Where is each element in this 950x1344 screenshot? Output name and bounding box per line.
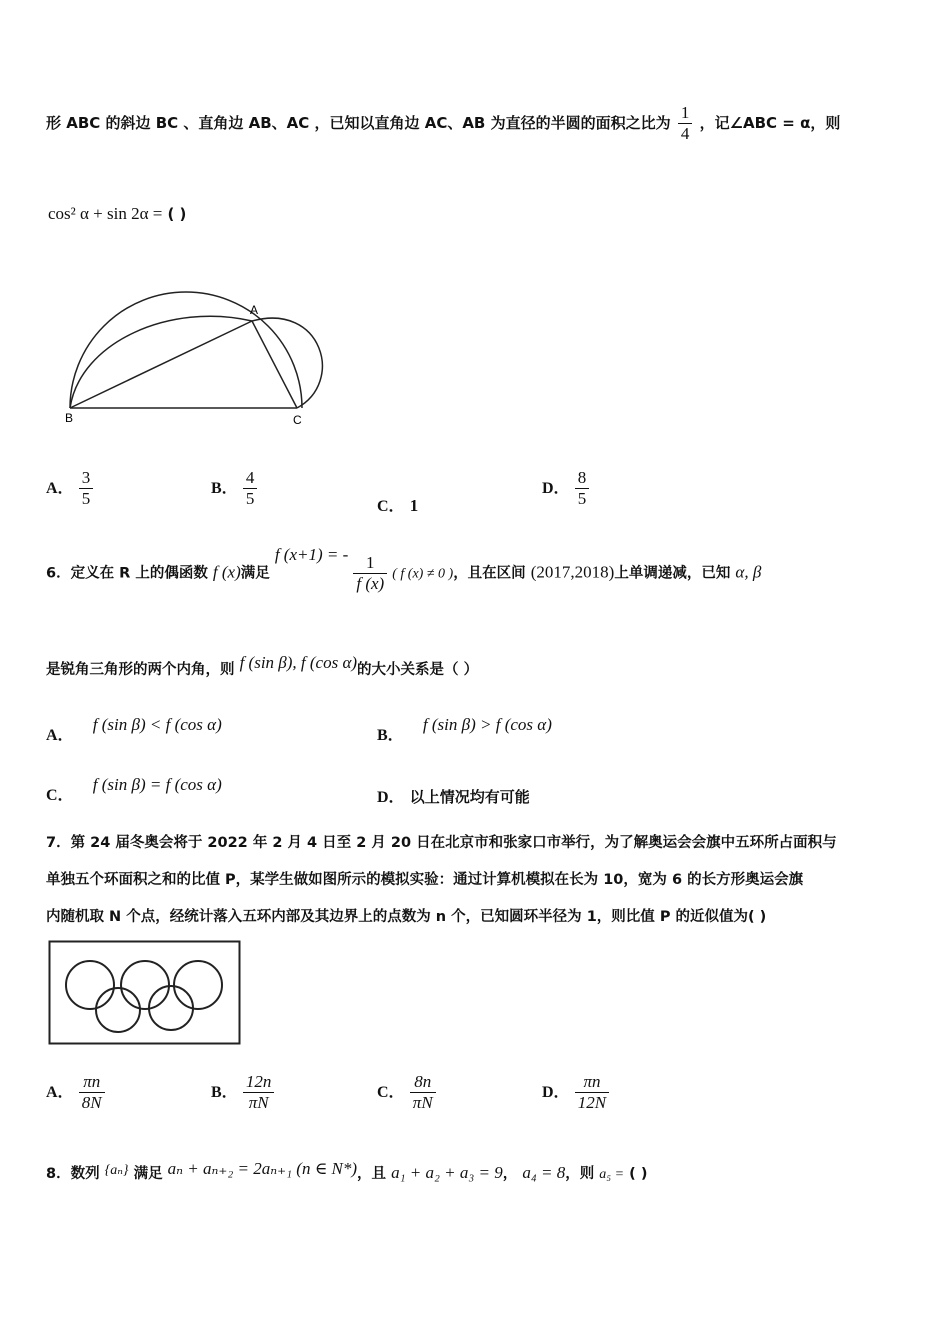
q8-line [46,1159,648,1183]
q6-line2-b: 的大小关系是（ ） [357,662,479,678]
q7-option-b-num: 12n [245,1072,272,1091]
q6-option-d[interactable] [377,784,530,807]
q7-option-d-label: D． [542,1084,570,1101]
q6-text4: 上单调递减，已知 [614,565,731,582]
q6-cond: ( f (x) ≠ 0 ) [392,566,454,582]
q5-option-b-num: 4 [245,468,255,487]
q6-line2-a: 是锐角三角形的两个内角，则 [46,662,235,678]
q5-ratio-den: 4 [678,123,693,144]
q5-option-b-den: 5 [243,488,258,509]
q5-option-a-num: 3 [81,468,91,487]
q8-seq: {aₙ} [104,1163,129,1178]
q6-eq-left: f (x+1) = - [274,545,349,564]
q6-text1: 定义在 R 上的偶函数 [70,565,208,582]
q8-text1: 数列 [70,1166,100,1182]
q7-line2: 单独五个环面积之和的比值 P，某学生做如图所示的模拟实验：通过计算机模拟在长为 10，宽为 6 的长方形奥运会旗 [46,872,804,888]
q5-ratio-fraction [678,103,693,144]
q7-option-c[interactable] [377,1072,436,1113]
q7-option-d-frac [575,1072,609,1113]
q6-option-a[interactable] [46,712,222,744]
q8-recurrence: aₙ + aₙ₊₂ = 2aₙ₊₁ (n ∈ N*) [167,1159,358,1178]
q7-option-a[interactable] [46,1072,105,1113]
q5-option-d-frac [575,468,590,509]
q5-text-after: ，记∠ABC = α，则 [699,114,841,132]
q7-line1: 7．第 24 届冬奥会将于 2022 年 2 月 4 日至 2 月 20 日在北京市和张家口市举行，为了解奥运会会旗中五环所占面积与 [46,835,837,851]
q6-option-d-label: D． [377,789,405,806]
q5-blank: ( ) [167,205,187,223]
q6-eq-fraction [353,553,387,594]
q5-option-a-frac [79,468,94,509]
q5-option-a-den: 5 [79,488,94,509]
q5-ratio-num: 1 [680,103,690,122]
q5-option-d[interactable] [542,468,589,509]
q7-olympic-flag-figure [48,940,242,1046]
q7-option-c-den: πN [410,1092,436,1113]
q7-option-c-num: 8n [414,1072,432,1091]
q7-option-d[interactable] [542,1072,609,1113]
q7-option-d-den: 12N [575,1092,609,1113]
q7-option-d-num: πn [583,1072,601,1091]
q8-sep: ， [502,1166,518,1182]
q5-text-before: 形 ABC 的斜边 BC 、直角边 AB、AC ，已知以直角边 AC、AB 为直径的半圆的面积之比为 [46,114,671,132]
q5-option-d-label: D． [542,480,570,497]
q6-text3: ，且在区间 [453,565,526,582]
q5-option-d-den: 5 [575,488,590,509]
q5-option-a-label: A． [46,480,74,497]
q6-option-a-value: f (sin β) < f (cos α) [92,715,222,734]
q6-fx: f (x) [212,562,241,582]
q5-option-a[interactable] [46,468,93,509]
q7-option-b-den: πN [243,1092,275,1113]
q6-option-d-value: 以上情况均有可能 [409,788,530,806]
q8-cond1: a₁ + a₂ + a₃ = 9 [391,1163,503,1182]
q8-text2: 满足 [133,1166,163,1182]
ring-1 [66,961,114,1009]
q7-option-a-frac [79,1072,105,1113]
flag-rectangle [50,942,240,1044]
q6-line2-expr: f (sin β), f (cos α) [239,653,358,672]
q5-expression-line [48,204,186,224]
q5-line1 [46,103,840,144]
q7-option-c-frac [410,1072,436,1113]
q6-line2 [46,653,479,679]
label-c: C [293,413,302,427]
ring-2 [121,961,169,1009]
q6-angles: α, β [735,562,762,582]
q7-option-a-den: 8N [79,1092,105,1113]
q6-text2: 满足 [240,565,270,582]
q6-interval: (2017,2018) [530,562,615,582]
q5-option-d-num: 8 [577,468,587,487]
q5-option-c-label: C． [377,498,405,515]
semicircle-ac [252,318,322,408]
q6-eq-den: f (x) [353,573,387,594]
q5-option-b-label: B． [211,480,238,497]
label-b: B [65,411,74,425]
q5-option-b-frac [243,468,258,509]
q8-text3: ，且 [357,1166,387,1182]
q8-blank: ( ) [629,1166,648,1182]
ring-4 [96,988,140,1032]
q6-line1 [46,545,762,594]
q6-option-b[interactable] [377,712,552,744]
q7-option-b[interactable] [211,1072,274,1113]
q8-number: 8． [46,1166,71,1182]
label-a: A [250,303,259,317]
q5-option-c-value: 1 [409,496,419,515]
ring-3 [174,961,222,1009]
q6-option-c[interactable] [46,772,222,804]
q7-option-c-label: C． [377,1084,405,1101]
q7-option-a-label: A． [46,1084,74,1101]
q5-expression: cos² α + sin 2α = [48,204,163,223]
q6-option-b-label: B． [377,727,404,744]
q8-target: a₅ = [599,1167,625,1182]
q5-semicircle-figure [60,262,330,432]
q6-option-c-label: C． [46,787,74,804]
q7-option-b-frac [243,1072,275,1113]
q6-option-c-value: f (sin β) = f (cos α) [92,775,222,794]
q8-text4: ，则 [565,1166,595,1182]
q7-option-b-label: B． [211,1084,238,1101]
q7-line3: 内随机取 N 个点，经统计落入五环内部及其边界上的点数为 n 个，已知圆环半径为 1，则比值 P 的近似值为( ) [46,909,767,925]
q6-option-b-value: f (sin β) > f (cos α) [422,715,552,734]
q5-option-c[interactable] [377,493,418,516]
q6-number: 6． [46,565,71,582]
ring-5 [149,986,193,1030]
q8-cond2: a₄ = 8 [522,1163,566,1182]
q7-option-a-num: πn [83,1072,101,1091]
q6-eq-num: 1 [366,553,375,572]
q5-option-b[interactable] [211,468,257,509]
q6-option-a-label: A． [46,727,74,744]
